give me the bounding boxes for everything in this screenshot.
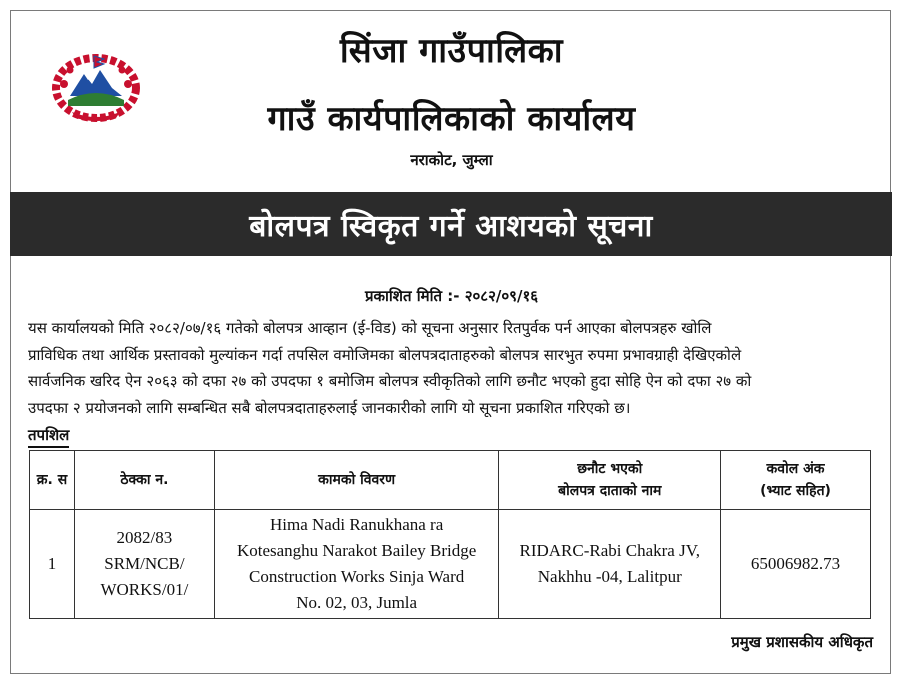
contract-no-line: 2082/83 bbox=[116, 528, 173, 547]
notice-body-line: उपदफा २ प्रयोजनको लागि सम्बन्धित सबै बोलपत्रदाताहरुलाई जानकारीको लागि यो सूचना प्रकाशित गरिएको छ। bbox=[28, 398, 631, 417]
details-section-label: तपशिल bbox=[28, 425, 69, 448]
signatory-title: प्रमुख प्रशासकीय अधिकृत bbox=[731, 633, 873, 651]
header-bidder-line: बोलपत्र दाताको नाम bbox=[558, 483, 662, 499]
bidder-line: RIDARC-Rabi Chakra JV, bbox=[519, 541, 701, 560]
work-desc-line: Construction Works Sinja Ward bbox=[249, 567, 465, 586]
work-desc-line: Hima Nadi Ranukhana ra bbox=[270, 515, 444, 534]
cell-bidder-name bbox=[499, 510, 721, 619]
header-bidder-name bbox=[499, 451, 721, 510]
notice-title: बोलपत्र स्विकृत गर्ने आशयको सूचना bbox=[249, 208, 653, 244]
bidder-line: Nakhhu -04, Lalitpur bbox=[537, 567, 682, 586]
award-table bbox=[29, 450, 871, 619]
published-date: प्रकाशित मिति :- २०८२/०९/१६ bbox=[364, 287, 539, 305]
cell-bid-amount: 65006982.73 bbox=[721, 510, 871, 619]
header-amount-line: कवोल अंक bbox=[766, 461, 825, 477]
work-desc-line: Kotesanghu Narakot Bailey Bridge bbox=[236, 541, 477, 560]
notice-header bbox=[0, 0, 903, 190]
header-bid-amount bbox=[721, 451, 871, 510]
notice-title-banner bbox=[10, 192, 892, 256]
office-address: नराकोट, जुम्ला bbox=[410, 151, 493, 169]
work-desc-line: No. 02, 03, Jumla bbox=[296, 593, 418, 612]
municipality-title: सिंजा गाउँपालिका bbox=[339, 31, 564, 71]
notice-body-line: यस कार्यालयको मिति २०८२/०७/१६ गतेको बोलपत्र आव्हान (ई-विड) को सूचना अनुसार रितपुर्वक पर्न आएका बोलपत्रहरु खोलि bbox=[28, 319, 712, 337]
header-bidder-line: छनौट भएको bbox=[577, 461, 643, 477]
cell-contract-no bbox=[74, 510, 214, 619]
cell-sn: 1 bbox=[30, 510, 75, 619]
header-work-description: कामको विवरण bbox=[214, 451, 499, 510]
contract-no-line: WORKS/01/ bbox=[100, 580, 189, 599]
office-title: गाउँ कार्यपालिकाको कार्यालय bbox=[267, 99, 636, 139]
table-row bbox=[30, 510, 871, 619]
notice-body bbox=[28, 315, 878, 421]
header-amount-line: (भ्याट सहित) bbox=[760, 483, 831, 499]
header-sn: क्र. स bbox=[30, 451, 75, 510]
notice-body-line: सार्वजनिक खरिद ऐन २०६३ को दफा २७ को उपदफा १ बमोजिम बोलपत्र स्वीकृतिको लागि छनौट भएको हुदा सोहि ऐन को दफा २७ को bbox=[28, 372, 752, 390]
contract-no-line: SRM/NCB/ bbox=[104, 554, 185, 573]
notice-body-line: प्राविधिक तथा आर्थिक प्रस्तावको मुल्यांकन गर्दा तपसिल वमोजिमका बोलपत्रदाताहरुको बोलपत्र सारभुत रुपमा प्रभावग्राही देखिएकोले bbox=[28, 345, 742, 364]
table-header-row bbox=[30, 451, 871, 510]
header-contract-no: ठेक्का न. bbox=[74, 451, 214, 510]
cell-work-description bbox=[214, 510, 499, 619]
